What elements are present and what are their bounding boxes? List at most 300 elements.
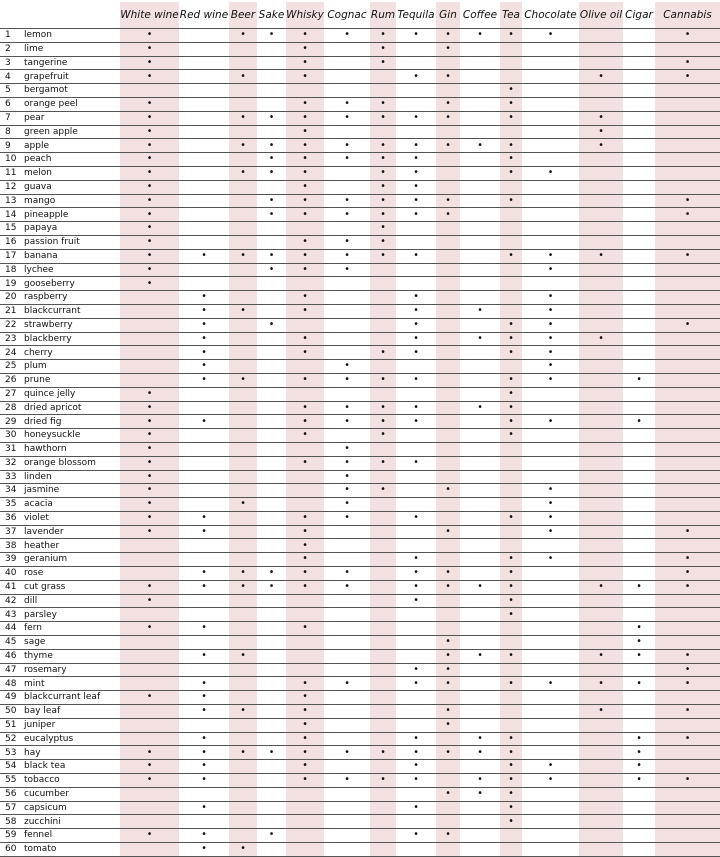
table-row bbox=[0, 42, 720, 56]
presence-dot: • bbox=[179, 373, 229, 387]
presence-dot: • bbox=[257, 111, 286, 125]
empty-cell bbox=[120, 801, 179, 815]
flavor-name: black tea bbox=[22, 760, 120, 774]
empty-cell bbox=[286, 484, 324, 498]
empty-cell bbox=[179, 594, 229, 608]
table-row bbox=[0, 580, 720, 594]
presence-dot: • bbox=[655, 70, 720, 84]
empty-cell bbox=[257, 636, 286, 650]
empty-cell bbox=[179, 194, 229, 208]
table-row bbox=[0, 801, 720, 815]
table-row bbox=[0, 525, 720, 539]
empty-cell bbox=[324, 525, 370, 539]
presence-dot: • bbox=[655, 732, 720, 746]
table-row bbox=[0, 263, 720, 277]
presence-dot: • bbox=[655, 525, 720, 539]
presence-dot: • bbox=[179, 760, 229, 774]
empty-cell bbox=[229, 415, 257, 429]
empty-cell bbox=[579, 470, 623, 484]
empty-cell bbox=[324, 622, 370, 636]
presence-dot: • bbox=[120, 525, 179, 539]
presence-dot: • bbox=[396, 774, 436, 788]
row-number: 20 bbox=[0, 291, 22, 305]
column-header-whisky: Whisky bbox=[286, 2, 324, 29]
empty-cell bbox=[579, 318, 623, 332]
empty-cell bbox=[460, 829, 500, 843]
empty-cell bbox=[436, 249, 460, 263]
flavor-name: orange peel bbox=[22, 97, 120, 111]
empty-cell bbox=[436, 166, 460, 180]
empty-cell bbox=[522, 649, 579, 663]
empty-cell bbox=[460, 442, 500, 456]
empty-cell bbox=[324, 291, 370, 305]
empty-cell bbox=[257, 346, 286, 360]
presence-dot: • bbox=[396, 732, 436, 746]
empty-cell bbox=[522, 139, 579, 153]
presence-dot: • bbox=[286, 56, 324, 70]
presence-dot: • bbox=[655, 56, 720, 70]
empty-cell bbox=[655, 746, 720, 760]
empty-cell bbox=[460, 84, 500, 98]
empty-cell bbox=[522, 125, 579, 139]
empty-cell bbox=[286, 442, 324, 456]
table-row bbox=[0, 415, 720, 429]
empty-cell bbox=[655, 843, 720, 857]
flavor-name: cherry bbox=[22, 346, 120, 360]
empty-cell bbox=[623, 332, 655, 346]
presence-dot: • bbox=[286, 332, 324, 346]
presence-dot: • bbox=[257, 567, 286, 581]
empty-cell bbox=[579, 801, 623, 815]
flavor-name: parsley bbox=[22, 608, 120, 622]
empty-cell bbox=[229, 787, 257, 801]
flavor-name: dried fig bbox=[22, 415, 120, 429]
empty-cell bbox=[436, 732, 460, 746]
presence-dot: • bbox=[500, 415, 522, 429]
presence-dot: • bbox=[179, 415, 229, 429]
flavor-name: peach bbox=[22, 153, 120, 167]
empty-cell bbox=[522, 97, 579, 111]
empty-cell bbox=[179, 401, 229, 415]
empty-cell bbox=[324, 594, 370, 608]
empty-cell bbox=[579, 815, 623, 829]
empty-cell bbox=[179, 97, 229, 111]
presence-dot: • bbox=[500, 429, 522, 443]
row-number: 5 bbox=[0, 84, 22, 98]
presence-dot: • bbox=[436, 705, 460, 719]
row-number: 45 bbox=[0, 636, 22, 650]
presence-dot: • bbox=[522, 677, 579, 691]
flavor-name: melon bbox=[22, 166, 120, 180]
empty-cell bbox=[522, 277, 579, 291]
empty-cell bbox=[500, 180, 522, 194]
empty-cell bbox=[257, 691, 286, 705]
row-number: 23 bbox=[0, 332, 22, 346]
flavor-name: lychee bbox=[22, 263, 120, 277]
presence-dot: • bbox=[655, 580, 720, 594]
empty-cell bbox=[579, 42, 623, 56]
row-number: 43 bbox=[0, 608, 22, 622]
empty-cell bbox=[120, 732, 179, 746]
presence-dot: • bbox=[500, 815, 522, 829]
presence-dot: • bbox=[370, 429, 396, 443]
presence-dot: • bbox=[179, 829, 229, 843]
table-row bbox=[0, 567, 720, 581]
empty-cell bbox=[436, 843, 460, 857]
presence-dot: • bbox=[120, 484, 179, 498]
empty-cell bbox=[257, 277, 286, 291]
empty-cell bbox=[460, 801, 500, 815]
row-number: 24 bbox=[0, 346, 22, 360]
empty-cell bbox=[370, 663, 396, 677]
presence-dot: • bbox=[370, 166, 396, 180]
presence-dot: • bbox=[370, 373, 396, 387]
empty-cell bbox=[229, 456, 257, 470]
table-row bbox=[0, 787, 720, 801]
row-number: 48 bbox=[0, 677, 22, 691]
empty-cell bbox=[655, 263, 720, 277]
table-row bbox=[0, 746, 720, 760]
empty-cell bbox=[500, 470, 522, 484]
empty-cell bbox=[579, 277, 623, 291]
empty-cell bbox=[522, 608, 579, 622]
presence-dot: • bbox=[522, 360, 579, 374]
empty-cell bbox=[579, 222, 623, 236]
empty-cell bbox=[579, 360, 623, 374]
presence-dot: • bbox=[655, 29, 720, 43]
empty-cell bbox=[257, 843, 286, 857]
empty-cell bbox=[229, 470, 257, 484]
flavor-name: papaya bbox=[22, 222, 120, 236]
presence-dot: • bbox=[257, 580, 286, 594]
empty-cell bbox=[460, 663, 500, 677]
presence-dot: • bbox=[370, 111, 396, 125]
empty-cell bbox=[655, 718, 720, 732]
empty-cell bbox=[623, 484, 655, 498]
empty-cell bbox=[579, 567, 623, 581]
presence-dot: • bbox=[286, 415, 324, 429]
flavor-name: cut grass bbox=[22, 580, 120, 594]
presence-dot: • bbox=[324, 194, 370, 208]
empty-cell bbox=[623, 346, 655, 360]
empty-cell bbox=[460, 429, 500, 443]
presence-dot: • bbox=[500, 760, 522, 774]
flavor-name: sage bbox=[22, 636, 120, 650]
empty-cell bbox=[229, 553, 257, 567]
flavor-name: lime bbox=[22, 42, 120, 56]
empty-cell bbox=[436, 263, 460, 277]
empty-cell bbox=[370, 277, 396, 291]
row-number: 28 bbox=[0, 401, 22, 415]
empty-cell bbox=[179, 539, 229, 553]
table-row bbox=[0, 29, 720, 43]
empty-cell bbox=[370, 718, 396, 732]
presence-dot: • bbox=[120, 456, 179, 470]
empty-cell bbox=[257, 56, 286, 70]
empty-cell bbox=[324, 608, 370, 622]
empty-cell bbox=[579, 636, 623, 650]
flavor-name: dill bbox=[22, 594, 120, 608]
empty-cell bbox=[500, 718, 522, 732]
presence-dot: • bbox=[179, 304, 229, 318]
presence-dot: • bbox=[623, 580, 655, 594]
empty-cell bbox=[370, 732, 396, 746]
row-number: 2 bbox=[0, 42, 22, 56]
empty-cell bbox=[370, 387, 396, 401]
row-number: 51 bbox=[0, 718, 22, 732]
presence-dot: • bbox=[120, 194, 179, 208]
empty-cell bbox=[623, 498, 655, 512]
table-row bbox=[0, 111, 720, 125]
empty-cell bbox=[522, 732, 579, 746]
empty-cell bbox=[257, 70, 286, 84]
empty-cell bbox=[500, 125, 522, 139]
empty-cell bbox=[396, 718, 436, 732]
empty-cell bbox=[396, 429, 436, 443]
flavor-name: geranium bbox=[22, 553, 120, 567]
empty-cell bbox=[257, 291, 286, 305]
presence-dot: • bbox=[500, 346, 522, 360]
empty-cell bbox=[229, 760, 257, 774]
flavor-name: capsicum bbox=[22, 801, 120, 815]
table-row bbox=[0, 84, 720, 98]
empty-cell bbox=[655, 829, 720, 843]
presence-dot: • bbox=[396, 567, 436, 581]
empty-cell bbox=[396, 360, 436, 374]
empty-cell bbox=[623, 263, 655, 277]
empty-cell bbox=[460, 387, 500, 401]
table-row bbox=[0, 70, 720, 84]
presence-dot: • bbox=[522, 484, 579, 498]
empty-cell bbox=[460, 456, 500, 470]
empty-cell bbox=[579, 401, 623, 415]
empty-cell bbox=[460, 691, 500, 705]
presence-dot: • bbox=[370, 56, 396, 70]
table-row bbox=[0, 318, 720, 332]
presence-dot: • bbox=[257, 166, 286, 180]
empty-cell bbox=[324, 387, 370, 401]
table-row bbox=[0, 608, 720, 622]
presence-dot: • bbox=[370, 484, 396, 498]
table-row bbox=[0, 456, 720, 470]
empty-cell bbox=[286, 470, 324, 484]
empty-cell bbox=[500, 277, 522, 291]
empty-cell bbox=[623, 29, 655, 43]
empty-cell bbox=[460, 677, 500, 691]
empty-cell bbox=[324, 649, 370, 663]
presence-dot: • bbox=[370, 746, 396, 760]
empty-cell bbox=[522, 387, 579, 401]
empty-cell bbox=[522, 705, 579, 719]
empty-cell bbox=[257, 484, 286, 498]
column-header-cigar: Cigar bbox=[623, 2, 655, 29]
row-number: 59 bbox=[0, 829, 22, 843]
empty-cell bbox=[396, 470, 436, 484]
empty-cell bbox=[579, 84, 623, 98]
presence-dot: • bbox=[324, 208, 370, 222]
empty-cell bbox=[500, 70, 522, 84]
row-number: 15 bbox=[0, 222, 22, 236]
empty-cell bbox=[370, 84, 396, 98]
empty-cell bbox=[655, 456, 720, 470]
row-number: 42 bbox=[0, 594, 22, 608]
empty-cell bbox=[257, 539, 286, 553]
presence-dot: • bbox=[500, 97, 522, 111]
row-number: 4 bbox=[0, 70, 22, 84]
empty-cell bbox=[370, 843, 396, 857]
empty-cell bbox=[460, 291, 500, 305]
row-number: 50 bbox=[0, 705, 22, 719]
presence-dot: • bbox=[179, 525, 229, 539]
row-number: 47 bbox=[0, 663, 22, 677]
empty-cell bbox=[229, 318, 257, 332]
empty-cell bbox=[623, 111, 655, 125]
empty-cell bbox=[179, 235, 229, 249]
presence-dot: • bbox=[286, 718, 324, 732]
presence-dot: • bbox=[286, 235, 324, 249]
empty-cell bbox=[522, 56, 579, 70]
flavor-name: guava bbox=[22, 180, 120, 194]
empty-cell bbox=[655, 401, 720, 415]
presence-dot: • bbox=[579, 580, 623, 594]
empty-cell bbox=[623, 829, 655, 843]
empty-cell bbox=[229, 484, 257, 498]
empty-cell bbox=[179, 153, 229, 167]
empty-cell bbox=[500, 360, 522, 374]
empty-cell bbox=[324, 539, 370, 553]
row-number: 40 bbox=[0, 567, 22, 581]
empty-cell bbox=[623, 180, 655, 194]
empty-cell bbox=[579, 663, 623, 677]
presence-dot: • bbox=[500, 332, 522, 346]
presence-dot: • bbox=[120, 429, 179, 443]
presence-dot: • bbox=[500, 511, 522, 525]
presence-dot: • bbox=[655, 677, 720, 691]
presence-dot: • bbox=[436, 42, 460, 56]
empty-cell bbox=[396, 608, 436, 622]
empty-cell bbox=[460, 222, 500, 236]
flavor-name: honeysuckle bbox=[22, 429, 120, 443]
empty-cell bbox=[579, 525, 623, 539]
presence-dot: • bbox=[522, 415, 579, 429]
table-body bbox=[0, 29, 720, 857]
empty-cell bbox=[229, 608, 257, 622]
presence-dot: • bbox=[623, 677, 655, 691]
table-row bbox=[0, 843, 720, 857]
presence-dot: • bbox=[655, 649, 720, 663]
flavor-name: linden bbox=[22, 470, 120, 484]
empty-cell bbox=[229, 829, 257, 843]
empty-cell bbox=[623, 843, 655, 857]
empty-cell bbox=[522, 442, 579, 456]
empty-cell bbox=[655, 84, 720, 98]
empty-cell bbox=[522, 84, 579, 98]
presence-dot: • bbox=[655, 774, 720, 788]
empty-cell bbox=[257, 442, 286, 456]
empty-cell bbox=[460, 318, 500, 332]
empty-cell bbox=[436, 622, 460, 636]
empty-cell bbox=[286, 387, 324, 401]
presence-dot: • bbox=[286, 760, 324, 774]
empty-cell bbox=[396, 649, 436, 663]
presence-dot: • bbox=[286, 194, 324, 208]
flavor-name: strawberry bbox=[22, 318, 120, 332]
empty-cell bbox=[655, 235, 720, 249]
empty-cell bbox=[370, 801, 396, 815]
empty-cell bbox=[623, 801, 655, 815]
empty-cell bbox=[436, 360, 460, 374]
presence-dot: • bbox=[229, 580, 257, 594]
empty-cell bbox=[436, 387, 460, 401]
presence-dot: • bbox=[229, 567, 257, 581]
row-number: 30 bbox=[0, 429, 22, 443]
empty-cell bbox=[522, 746, 579, 760]
empty-cell bbox=[460, 718, 500, 732]
presence-dot: • bbox=[396, 401, 436, 415]
presence-dot: • bbox=[324, 139, 370, 153]
presence-dot: • bbox=[229, 746, 257, 760]
empty-cell bbox=[286, 815, 324, 829]
empty-cell bbox=[120, 539, 179, 553]
table-row bbox=[0, 553, 720, 567]
empty-cell bbox=[522, 691, 579, 705]
empty-cell bbox=[179, 663, 229, 677]
empty-cell bbox=[623, 291, 655, 305]
presence-dot: • bbox=[179, 360, 229, 374]
flavor-name: hay bbox=[22, 746, 120, 760]
empty-cell bbox=[396, 636, 436, 650]
empty-cell bbox=[229, 636, 257, 650]
presence-dot: • bbox=[324, 456, 370, 470]
corner-cell bbox=[0, 2, 22, 29]
table-row bbox=[0, 139, 720, 153]
empty-cell bbox=[500, 498, 522, 512]
presence-dot: • bbox=[396, 760, 436, 774]
empty-cell bbox=[436, 498, 460, 512]
empty-cell bbox=[436, 815, 460, 829]
row-number: 44 bbox=[0, 622, 22, 636]
empty-cell bbox=[623, 387, 655, 401]
empty-cell bbox=[257, 304, 286, 318]
empty-cell bbox=[579, 787, 623, 801]
presence-dot: • bbox=[324, 97, 370, 111]
presence-dot: • bbox=[436, 111, 460, 125]
empty-cell bbox=[436, 180, 460, 194]
presence-dot: • bbox=[120, 153, 179, 167]
empty-cell bbox=[436, 332, 460, 346]
empty-cell bbox=[370, 622, 396, 636]
presence-dot: • bbox=[460, 29, 500, 43]
empty-cell bbox=[579, 456, 623, 470]
column-header-red-wine: Red wine bbox=[179, 2, 229, 29]
empty-cell bbox=[655, 346, 720, 360]
flavor-name: blackcurrant bbox=[22, 304, 120, 318]
empty-cell bbox=[623, 125, 655, 139]
empty-cell bbox=[460, 636, 500, 650]
empty-cell bbox=[370, 125, 396, 139]
presence-dot: • bbox=[286, 304, 324, 318]
table-row bbox=[0, 718, 720, 732]
presence-dot: • bbox=[286, 125, 324, 139]
empty-cell bbox=[460, 166, 500, 180]
presence-dot: • bbox=[286, 139, 324, 153]
empty-cell bbox=[522, 456, 579, 470]
presence-dot: • bbox=[120, 56, 179, 70]
empty-cell bbox=[179, 222, 229, 236]
empty-cell bbox=[179, 498, 229, 512]
empty-cell bbox=[460, 153, 500, 167]
row-number: 16 bbox=[0, 235, 22, 249]
